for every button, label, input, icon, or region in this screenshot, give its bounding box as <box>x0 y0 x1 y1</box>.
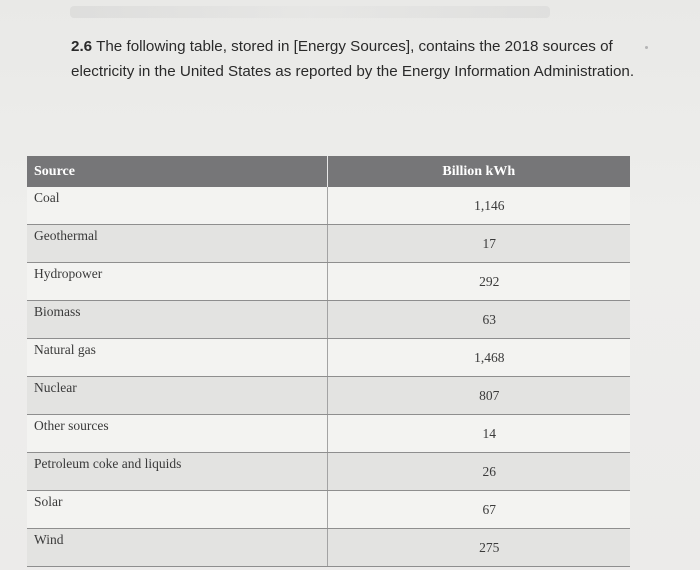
table-row <box>27 263 630 301</box>
value-cell: 292 <box>327 263 630 301</box>
source-cell: Petroleum coke and liquids <box>27 453 327 491</box>
value-cell: 14 <box>327 415 630 453</box>
exercise-number: 2.6 <box>71 38 93 55</box>
source-cell: Natural gas <box>27 339 327 377</box>
table-row <box>27 415 630 453</box>
value-cell: 67 <box>327 491 630 529</box>
source-cell: Hydropower <box>27 263 327 301</box>
faded-text-bleed <box>70 6 550 18</box>
table-row <box>27 453 630 491</box>
energy-sources-table <box>27 156 630 567</box>
table-row <box>27 225 630 263</box>
source-cell: Biomass <box>27 301 327 339</box>
table-row <box>27 491 630 529</box>
table-row <box>27 529 630 567</box>
table-row <box>27 301 630 339</box>
table-row <box>27 339 630 377</box>
value-cell: 1,146 <box>327 187 630 225</box>
source-cell: Coal <box>27 187 327 225</box>
source-cell: Other sources <box>27 415 327 453</box>
source-cell: Solar <box>27 491 327 529</box>
value-cell: 63 <box>327 301 630 339</box>
source-cell: Geothermal <box>27 225 327 263</box>
table-row <box>27 187 630 225</box>
value-cell: 1,468 <box>327 339 630 377</box>
value-cell: 26 <box>327 453 630 491</box>
table-row <box>27 377 630 415</box>
exercise-prompt <box>71 34 661 84</box>
value-cell: 17 <box>327 225 630 263</box>
source-cell: Nuclear <box>27 377 327 415</box>
value-cell: 275 <box>327 529 630 567</box>
value-cell: 807 <box>327 377 630 415</box>
exercise-text: The following table, stored in [Energy Sources], contains the 2018 sources of electricity in the United States as reported by the Energy Information Administration. <box>71 38 635 80</box>
source-column-header: Source <box>27 156 327 187</box>
source-cell: Wind <box>27 529 327 567</box>
table-header-row <box>27 156 630 187</box>
billion-kwh-column-header: Billion kWh <box>327 156 630 187</box>
